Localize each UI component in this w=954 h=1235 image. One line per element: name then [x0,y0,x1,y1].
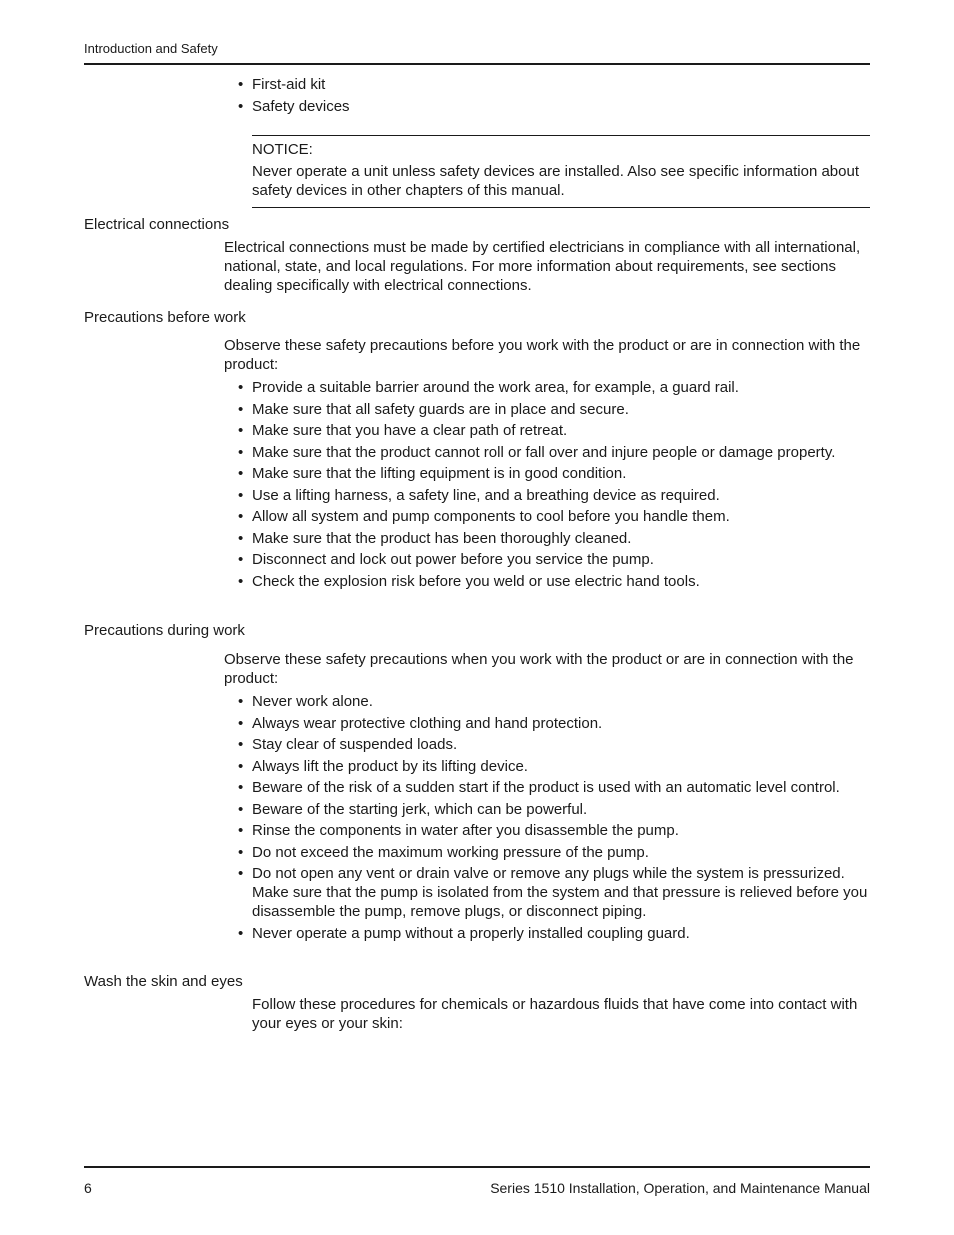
before-work-intro: Observe these safety precautions before you work with the product or are in connection with the product: [224,337,861,373]
during-work-list [224,692,870,945]
list-item: • Provide a suitable barrier around the work area, for example, a guard rail. [224,378,870,397]
list-item: • Never operate a pump without a properly installed coupling guard. [224,924,870,943]
list-item: • Make sure that you have a clear path of retreat. [224,421,870,440]
list-item: • First-aid kit [224,75,864,94]
before-work-list [224,378,870,593]
intro-bullet-list [224,75,864,116]
list-item: • Check the explosion risk before you weld or use electric hand tools. [224,572,870,591]
list-item: • Do not exceed the maximum working pressure of the pump. [224,843,870,862]
list-item: • Never work alone. [224,692,870,711]
notice-title: NOTICE: [252,141,313,158]
list-item: • Stay clear of suspended loads. [224,735,870,754]
list-item: • Disconnect and lock out power before you service the pump. [224,550,870,569]
list-item: • Make sure that the product has been thoroughly cleaned. [224,529,870,548]
notice-body: Never operate a unit unless safety devices are installed. Also see specific information about safety devices in other chapters of this manual. [252,163,860,199]
list-item: • Always wear protective clothing and hand protection. [224,714,870,733]
list-item: • Make sure that the lifting equipment is in good condition. [224,464,870,483]
list-item: • Make sure that all safety guards are in place and secure. [224,400,870,419]
list-item: • Beware of the risk of a sudden start if the product is used with an automatic level control. [224,778,870,797]
list-item: • Use a lifting harness, a safety line, and a breathing device as required. [224,486,870,505]
notice-box [252,135,870,208]
list-item: • Make sure that the product cannot roll or fall over and injure people or damage property. [224,443,870,462]
header-rule [84,63,870,65]
footer-rule [84,1166,870,1168]
during-work-intro: Observe these safety precautions when you work with the product or are in connection with the product: [224,651,854,687]
list-item: • Beware of the starting jerk, which can be powerful. [224,800,870,819]
running-header: Introduction and Safety [84,41,218,56]
section-heading-during-work: Precautions during work [84,622,245,639]
list-item: • Safety devices [224,97,864,116]
section-heading-wash: Wash the skin and eyes [84,973,243,990]
list-item: • Always lift the product by its lifting device. [224,757,870,776]
wash-paragraph: Follow these procedures for chemicals or hazardous fluids that have come into contact with your eyes or your skin: [252,996,858,1032]
section-heading-electrical: Electrical connections [84,216,230,233]
list-item: • Do not open any vent or drain valve or remove any plugs while the system is pressurized. Make sure that the pump is isolated from the system and that pressure is relieved before you disassemble the pump, remove plugs, or disconnect piping. [224,864,870,921]
section-heading-before-work: Precautions before work [84,309,246,326]
list-item: • Rinse the components in water after you disassemble the pump. [224,821,870,840]
page-number: 6 [84,1180,92,1196]
list-item: • Allow all system and pump components to cool before you handle them. [224,507,870,526]
electrical-paragraph: Electrical connections must be made by certified electricians in compliance with all international, national, state, and local regulations. For more information about requirements, see sections dealing specifically with electrical connections. [224,239,861,294]
manual-title: Series 1510 Installation, Operation, and Maintenance Manual [490,1180,870,1196]
